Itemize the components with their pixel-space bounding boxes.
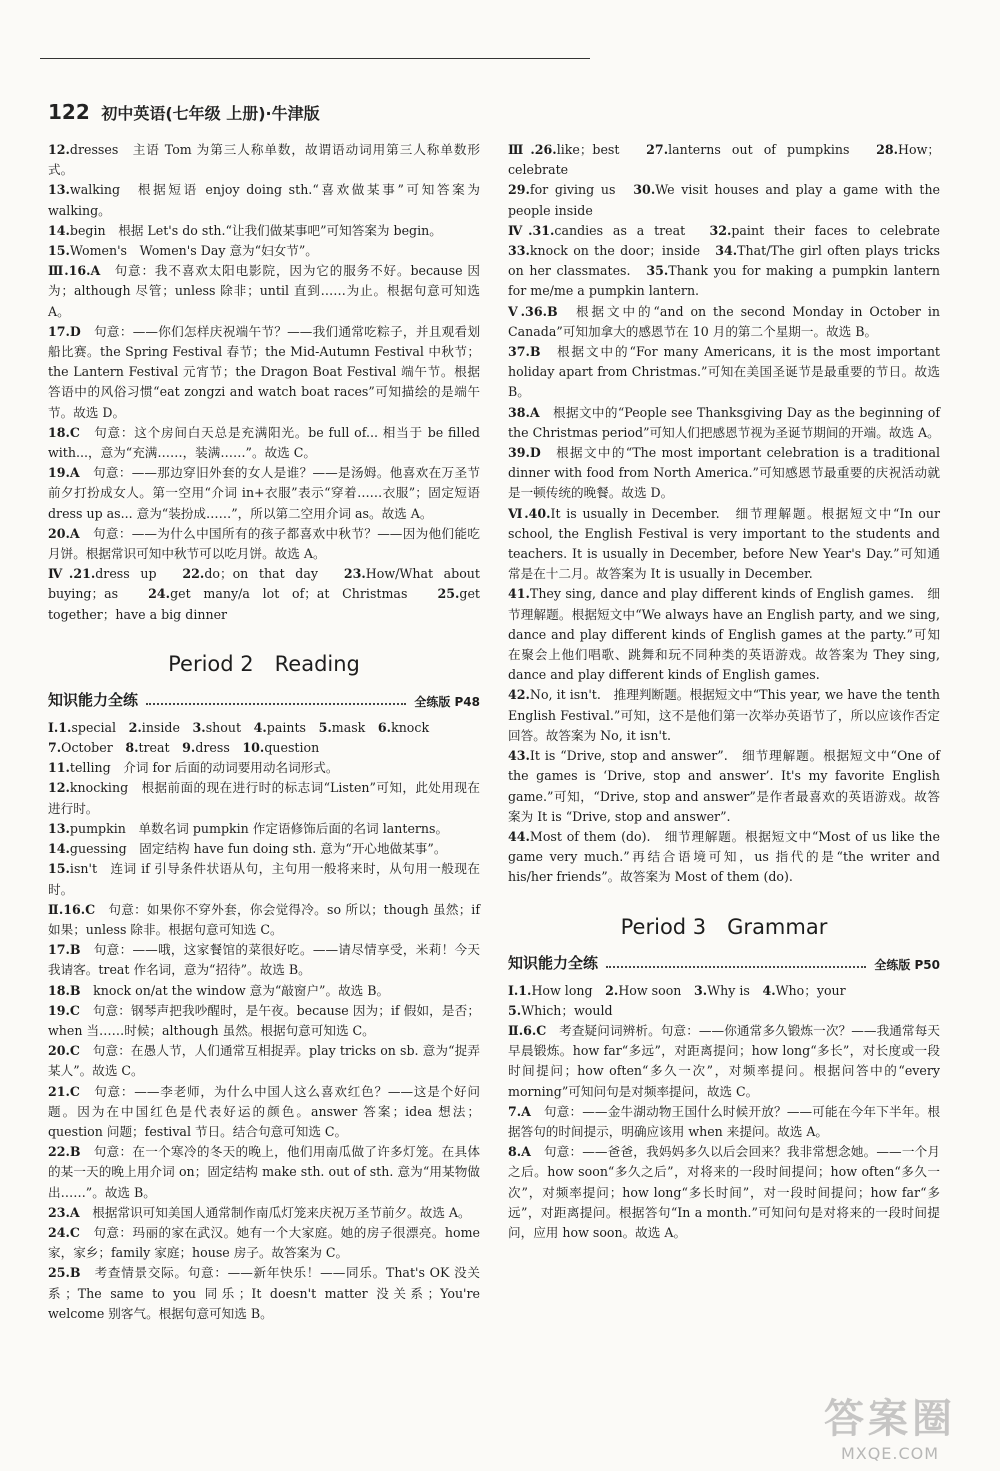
period2-heading: Period 2 Reading	[168, 651, 360, 676]
answer-item: 18.C 句意：这个房间白天总是充满阳光。be full of... 相当于 be filled with...，意为“充满……，装满……”。故选 C。	[48, 424, 480, 461]
answer-item: 43.It is “Drive, stop and answer”. 细节理解题。根据短文中“One of the games is ‘Drive, stop and answer’. It's my favorite English game.”可知，“Drive, stop and answer”是作者最喜欢的英语游戏。故答案为 It is “Drive, stop and answer”.	[508, 748, 940, 824]
answer-item: 7.A 句意：——金牛湖动物王国什么时候开放？——可能在今年下半年。根据答句的时间提示，明确应该用 when 来提问。故选 A。	[508, 1103, 940, 1139]
answer-item: 21.C 句意：——李老师，为什么中国人这么喜欢红色？——这是个好问题。因为在中国红色是代表好运的颜色。answer 答案；idea 想法；question 问题；festival 节日。结合句意可知选 C。	[48, 1083, 480, 1139]
watermark-logo	[800, 1387, 980, 1463]
answer-item: 37.B 根据文中的“For many Americans, it is the most important holiday apart from Christmas.”可知在美国圣诞节是最重要的节日。故选 B。	[508, 344, 940, 400]
answer-item: Ⅱ.6.C 考查疑问词辨析。句意：——你通常多久锻炼一次？——我通常每天早晨锻炼。how far“多远”，对距离提问；how long“多长”，对长度或一段时间提问；how often“多久一次”，对频率提问。根据问答中的“every morning”可知问句是对频率提问，故选 C。	[508, 1022, 941, 1099]
answers-period2-cont	[508, 140, 953, 888]
answer-item: 20.C 句意：在愚人节，人们通常互相捉弄。play tricks on sb. 意为“捉弄某人”。故选 C。	[48, 1043, 480, 1079]
page-header	[48, 100, 320, 124]
left-column	[48, 140, 480, 1324]
answer-item: 38.A 根据文中的“People see Thanksgiving Day as the beginning of the Christmas period”可知人们把感恩节视为圣诞节期间的开端。故选 A。	[508, 404, 940, 440]
watermark-text: 答案圈	[824, 1396, 956, 1442]
answer-item: 7.October 8.treat 9.dress 10.question	[48, 740, 320, 756]
answer-item: 11.telling 介词 for 后面的动词要用动名词形式。	[48, 760, 339, 776]
answer-item: 19.C 句意：钢琴声把我吵醒时，是午夜。because 因为；if 假如，是否；when 当……时候；although 虽然。根据句意可知选 C。	[48, 1002, 480, 1038]
answer-item: Ⅰ.1.How long 2.How soon 3.Why is 4.Who；your	[508, 982, 846, 998]
watermark-url: MXQE.COM	[840, 1444, 940, 1463]
answers-period2	[48, 718, 480, 1324]
answer-item: 15.Women's Women's Day 意为“妇女节”。	[48, 243, 318, 259]
answer-item: 23.A 根据常识可知美国人通常制作南瓜灯笼来庆祝万圣节前夕。故选 A。	[48, 1204, 471, 1220]
answer-item: 15.isn't 连词 if 引导条件状语从句，主句用一般将来时，从句用一般现在时。	[48, 861, 480, 897]
answer-item: 17.D 句意：——你们怎样庆祝端午节？——我们通常吃粽子，并且观看划船比赛。the Spring Festival 春节；the Mid-Autumn Festival 中秋节；the Lantern Festival 元宵节；the Dragon Boat Festival 端午节。根据答语中的风俗习惯“eat zongzi and watch boat races”可知描绘的是端午节。故选 D。	[48, 323, 480, 420]
section-page-ref: 全练版 P50	[874, 957, 940, 972]
answer-item: 18.B knock on/at the window 意为“敲窗户”。故选 B。	[48, 982, 390, 998]
page-number: 122	[48, 100, 90, 124]
answer-item: 39.D 根据文中的“The most important celebration is a traditional dinner with food from North America.”可知感恩节最重要的庆祝活动就是一顿传统的晚餐。故选 D。	[508, 445, 940, 501]
answer-item: 12.dresses 主语 Tom 为第三人称单数，故谓语动词用第三人称单数形式。	[48, 142, 480, 178]
answers-period3	[508, 981, 940, 1244]
answer-item: 42.No, it isn't. 推理判断题。根据短文中“This year, we have the tenth English Festival.”可知，这不是他们第一次举办英语节了，所以应该作否定回答。故答案为 No, it isn't.	[508, 687, 940, 743]
answer-item: 25.B 考查情景交际。句意：——新年快乐！——同乐。That's OK 没关系；The same to you 同乐；It doesn't matter 没关系；You're welcome 别客气。根据句意可知选 B。	[48, 1265, 480, 1321]
answer-item: 12.knocking 根据前面的现在进行时的标志词“Listen”可知，此处用现在进行时。	[48, 780, 480, 816]
answer-item: Ⅲ.26.like；best 27.lanterns out of pumpkins 28.How；celebrate	[508, 142, 940, 178]
dotted-leader	[606, 966, 866, 968]
answer-item: 41.They sing, dance and play different kinds of English games. 细节理解题。根据短文中“We always have an English party, and we sing, dance and play different kinds of English games at the party.”可知在聚会上他们唱歌、跳舞和玩不同种类的英语游戏。故答案为 They sing, dance and play different kinds of English games.	[508, 586, 940, 683]
answers-period1	[48, 140, 480, 625]
answer-item: 5.Which；would	[508, 1002, 613, 1018]
dotted-leader	[146, 703, 406, 705]
answer-item: Ⅳ.31.candies as a treat 32.paint their faces to celebrate 33.knock on the door；inside 34.That/The girl often plays tricks on her classmates. 35.Thank you for making a pumpkin lantern for me/me a pumpkin lantern.	[508, 222, 953, 299]
section-page-ref: 全练版 P48	[414, 694, 480, 709]
answer-item: 24.C 句意：玛丽的家在武汉。她有一个大家庭。她的房子很漂亮。home 家，家乡；family 家庭；house 房子。故答案为 C。	[48, 1224, 480, 1261]
book-title: 初中英语(七年级 上册)·牛津版	[101, 104, 320, 123]
answer-item: 14.begin 根据 Let's do sth.“让我们做某事吧”可知答案为 begin。	[48, 222, 442, 238]
section-title: 知识能力全练	[508, 953, 599, 972]
answer-item: 22.B 句意：在一个寒冷的冬天的晚上，他们用南瓜做了许多灯笼。在具体的某一天的晚上用介词 on；固定结构 make sth. out of sth. 意为“用某物做出……”。故选 B。	[48, 1144, 480, 1200]
section-header	[508, 952, 940, 973]
right-column	[508, 140, 953, 1243]
answer-item: 20.A 句意：——为什么中国所有的孩子都喜欢中秋节？——因为他们能吃月饼。根据常识可知中秋节可以吃月饼。故选 A。	[48, 525, 480, 562]
top-rule	[40, 58, 590, 59]
answer-item: 8.A 句意：——爸爸，我妈妈多久以后会回来？我非常想念她。——一个月之后。how soon“多久之后”，对将来的一段时间提问；how often“多久一次”，对频率提问；how long“多长时间”，对一段时间提问；how far“多远”，对距离提问。根据答句“In a month.”可知问句是对将来的一段时间提问，应用 how soon。故选 A。	[508, 1144, 940, 1240]
answer-item: 29.for giving us 30.We visit houses and play a game with the people inside	[508, 182, 941, 218]
answer-item: 13.pumpkin 单数名词 pumpkin 作定语修饰后面的名词 lanterns。	[48, 820, 449, 836]
answer-item: 44.Most of them (do). 细节理解题。根据短文中“Most of us like the game very much.”再结合语境可知，us 指代的是“the writer and his/her friends”。故答案为 Most of them (do).	[508, 828, 940, 885]
answer-item: Ⅱ.16.C 句意：如果你不穿外套，你会觉得冷。so 所以；though 虽然；if 如果；unless 除非。根据句意可知选 C。	[48, 901, 480, 937]
answer-item: 14.guessing 固定结构 have fun doing sth. 意为“开心地做某事”。	[48, 841, 447, 857]
answer-item: Ⅳ.21.dress up 22.do；on that day 23.How/What about buying；as 24.get many/a lot of；at Christmas 25.get together；have a big dinner	[48, 566, 480, 622]
answer-item: 13.walking 根据短语 enjoy doing sth.“喜欢做某事”可知答案为 walking。	[48, 182, 480, 218]
answer-item: 17.B 句意：——哦，这家餐馆的菜很好吃。——请尽情享受，米莉！今天我请客。treat 作名词，意为“招待”。故选 B。	[48, 942, 480, 978]
answer-item: Ⅴ.36.B 根据文中的“and on the second Monday in October in Canada”可知加拿大的感恩节在 10 月的第二个星期一。故选 B。	[508, 303, 940, 339]
section-header	[48, 689, 480, 710]
answer-item: Ⅲ.16.A 句意：我不喜欢太阳电影院，因为它的服务不好。because 因为；although 尽管；unless 除非；until 直到……为止。根据句意可知选 A。	[48, 263, 481, 319]
answer-item: 19.A 句意：——那边穿旧外套的女人是谁？——是汤姆。他喜欢在万圣节前夕打扮成女人。第一空用“介词 in+衣服”表示“穿着……衣服”；固定短语 dress up as... 意为“装扮成……”，所以第二空用介词 as。故选 A。	[48, 465, 480, 521]
period3-heading: Period 3 Grammar	[620, 914, 828, 939]
answer-item: Ⅰ.1.special 2.inside 3.shout 4.paints 5.mask 6.knock	[48, 719, 430, 735]
answer-item: Ⅵ.40.It is usually in December. 细节理解题。根据短文中“In our school, the English Festival is very important to the students and teachers. It is usually in December, before New Year's Day.”可知通常是在十二月。故答案为 It is usually in December.	[508, 505, 940, 582]
section-title: 知识能力全练	[48, 690, 139, 709]
